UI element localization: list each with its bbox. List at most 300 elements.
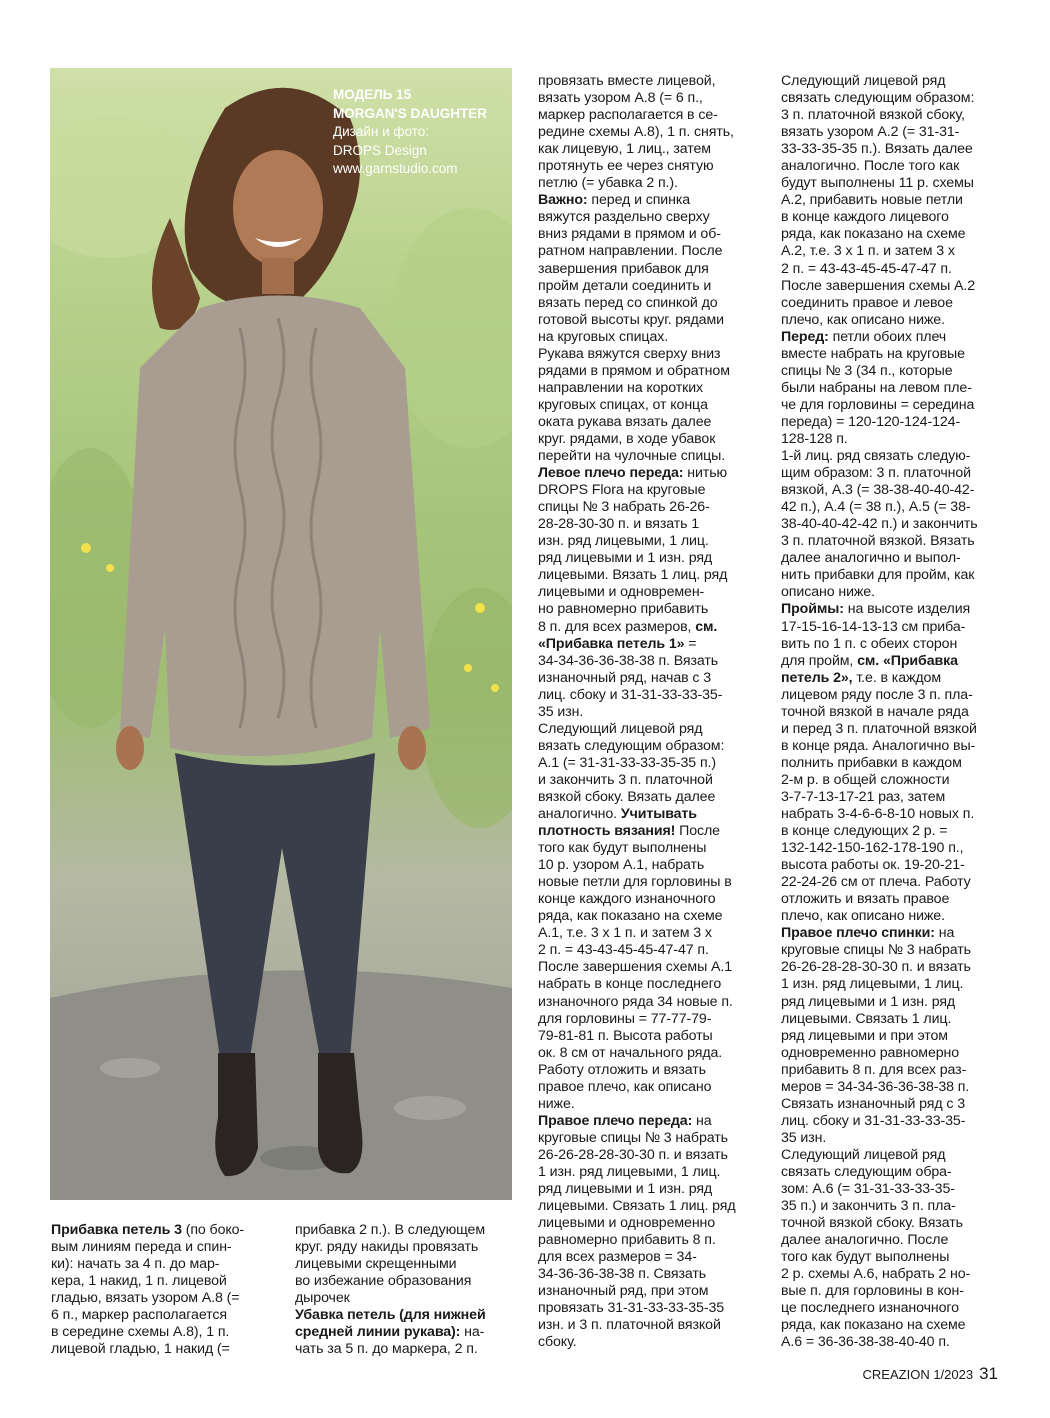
text-run: плечо, как описано ниже. [781,908,945,925]
text-run: аналогично. После того как [781,158,960,175]
text-run: ряда, как показано на схеме [781,226,966,243]
text-line [538,329,736,346]
text-line [781,175,978,192]
text-run: на высоте изделия [843,601,971,618]
text-line [781,397,978,414]
text-run: це последнего изнаночного [781,1300,959,1317]
text-run: 38-40-40-42-42 п.) и закончить [781,516,978,533]
text-line [538,601,736,618]
text-line [781,653,978,670]
text-line [295,1290,486,1307]
text-run: дырочек [295,1290,350,1307]
text-run: оката рукава вязать далее [538,413,712,430]
text-line [781,550,978,567]
text-run: прибавка 2 п.). В следующем [295,1222,485,1238]
text-run: провязать 31-31-33-33-35-35 [538,1300,725,1317]
text-line [538,124,736,141]
text-line [538,1147,736,1164]
text-run: вым линиям переда и спин- [51,1239,232,1256]
text-line [781,908,978,925]
text-run: ряд лицевыми и 1 изн. ряд [538,1181,713,1198]
text-run: 1 изн. ряд лицевыми, 1 лиц. [781,976,964,993]
website: www.garnstudio.com [333,161,458,176]
text-line [51,1239,244,1256]
text-run: гладью, вязать узором А.8 (= [51,1290,240,1307]
text-run: будут выполнены 11 р. схемы [781,175,974,192]
bold-text-run: Правое плечо переда: [538,1112,693,1129]
text-line [781,124,978,141]
text-line [538,261,736,278]
text-run: в середине схемы А.8), 1 п. [51,1324,230,1341]
text-line [538,567,736,584]
text-run: ниже. [538,1095,575,1112]
text-line [781,329,978,346]
text-run: на [692,1112,712,1129]
text-line [781,209,978,226]
text-line [538,959,736,976]
text-run: изнаночный ряд, при этом [538,1283,709,1300]
text-line [781,789,978,806]
credit-line: Дизайн и фото: [333,124,430,139]
text-run: во избежание образования [295,1273,472,1290]
text-line [781,1130,978,1147]
text-run: Рукава вяжутся сверху вниз [538,345,721,362]
text-line [538,636,736,653]
text-line [538,1181,736,1198]
text-run: перейти на чулочные спицы. [538,448,726,465]
text-run: протянуть ее через снятую [538,158,714,175]
text-run: = [684,635,697,652]
text-line [538,1232,736,1249]
text-run: (по боко- [181,1222,245,1238]
text-run: рядами в прямом и обратном [538,362,730,379]
text-line [781,670,978,687]
text-line [781,448,978,465]
text-run: 33-33-35-35 п.). Вязать далее [781,141,973,158]
text-line [538,1011,736,1028]
model-number: МОДЕЛЬ 15 [333,87,412,102]
text-line [538,806,736,823]
text-line [295,1324,486,1341]
text-line [781,346,978,363]
text-line [538,1130,736,1147]
text-line [538,465,736,482]
bold-text-run: Убавка петель (для нижней [295,1307,486,1324]
text-run: вязать перед со спинкой до [538,294,718,311]
text-line [538,755,736,772]
text-run: 35 изн. [538,703,584,720]
bold-text-run: Перед: [781,328,829,345]
text-line [51,1307,244,1324]
text-line [538,857,736,874]
magazine-issue: CREAZION 1/2023 [862,1367,974,1382]
text-run: маркер располагается в се- [538,107,718,124]
text-line [781,107,978,124]
text-line [781,1028,978,1045]
text-line [781,772,978,789]
text-line [538,840,736,857]
text-line [538,312,736,329]
text-run: для пройм, [781,652,858,669]
text-line [538,1096,736,1113]
text-line [781,1181,978,1198]
text-run: вить по 1 п. с обеих сторон [781,635,958,652]
text-line [538,1164,736,1181]
text-line [781,755,978,772]
text-line [538,619,736,636]
text-line [781,312,978,329]
text-line [51,1341,244,1358]
text-line [781,1011,978,1028]
text-line [538,721,736,738]
bold-text-run: Учитывать [620,806,697,823]
text-run: 1-й лиц. ряд связать следую- [781,448,971,465]
text-run: соединить правое и левое [781,294,953,311]
text-run: После завершения схемы А.1 [538,959,733,976]
text-line [538,1215,736,1232]
text-run: лицевой гладью, 1 накид (= [51,1341,230,1358]
text-run: А.1, т.е. 3 х 1 п. и затем 3 х [538,925,712,942]
text-run: связать следующим обра- [781,1164,952,1180]
text-run: пройм детали соединить и [538,277,712,294]
bold-text-run: см. [695,618,718,635]
text-line [51,1256,244,1273]
text-line [538,1198,736,1215]
text-line [781,1045,978,1062]
text-run: А.1 (= 31-31-33-33-35-35 п.) [538,754,716,771]
text-run: ряд лицевыми и при этом [781,1027,948,1044]
text-line [51,1324,244,1341]
text-run: и закончить 3 п. платочной [538,771,713,788]
text-run: изнаночный ряд, начав с 3 [538,669,712,686]
text-run: одновременно равномерно [781,1044,960,1061]
text-line [538,942,736,959]
text-run: лицевом ряду после 3 п. пла- [781,686,973,703]
text-run: спицы № 3 (34 п., которые [781,362,953,379]
text-line [781,840,978,857]
text-line [538,431,736,448]
text-run: вниз рядами в прямом и об- [538,226,721,243]
text-run: конце каждого изнаночного [538,891,716,908]
text-run: 3 п. платочной вязкой сбоку, [781,107,965,124]
text-run: далее аналогично и выпол- [781,550,961,567]
text-line [51,1290,244,1307]
text-run: А.2, прибавить новые петли [781,192,963,209]
text-line [781,1062,978,1079]
text-run: 22-24-26 см от плеча. Работу [781,874,971,891]
text-line [538,704,736,721]
bold-text-run: петель 2», [781,669,853,686]
text-run: меров = 34-34-36-36-38-38 п. [781,1078,970,1095]
text-line [781,261,978,278]
text-run: завершения прибавок для [538,260,709,277]
text-run: 8 п. для всех размеров, [538,618,696,635]
text-line [538,976,736,993]
text-line [781,619,978,636]
text-run: DROPS Flora на круговые [538,482,706,499]
text-line [781,687,978,704]
text-line [538,584,736,601]
text-run: вязать узором А.2 (= 31-31- [781,124,960,141]
text-line [538,670,736,687]
text-run: круговые спицы № 3 набрать [538,1129,728,1146]
text-line [538,516,736,533]
text-line [781,226,978,243]
text-run: 42 п.), А.4 (= 38 п.), А.5 (= 38- [781,499,971,516]
text-line [295,1307,486,1324]
bold-text-run: см. «Прибавка [857,652,958,669]
text-line [538,107,736,124]
text-line [538,278,736,295]
text-line [781,414,978,431]
model-photo [50,68,512,1200]
text-line [538,141,736,158]
text-run: 6 п., маркер располагается [51,1307,227,1324]
text-run: на круговых спицах. [538,328,669,345]
text-line [781,1300,978,1317]
text-line [538,1113,736,1130]
text-line [781,1232,978,1249]
text-run: А.6 = 36-36-38-38-40-40 п. [781,1334,950,1351]
text-line [538,653,736,670]
text-run: Следующий лицевой ряд [781,73,946,89]
text-line [781,601,978,618]
text-run: 35 п.) и закончить 3 п. пла- [781,1198,956,1215]
text-line [781,141,978,158]
text-line [781,278,978,295]
text-run: изн. ряд лицевыми, 1 лиц. [538,533,709,550]
text-line [538,772,736,789]
text-run: ряда, как показано на схеме [538,908,723,925]
text-run: как лицевую, 1 лиц., затем [538,141,711,158]
text-column-bottom-middle [295,1222,486,1358]
text-run: вместе набрать на круговые [781,345,965,362]
text-line [51,1222,244,1239]
text-line [781,942,978,959]
text-run: 26-26-28-28-30-30 п. и вязать [781,959,971,976]
text-run: но равномерно прибавить [538,601,709,618]
text-run: 132-142-150-162-178-190 п., [781,840,964,857]
text-line [781,482,978,499]
text-run: 3-7-7-13-17-21 раз, затем [781,788,946,805]
text-run: ряда, как показано на схеме [781,1317,966,1334]
text-run: вые п. для горловины в кон- [781,1283,964,1300]
text-line [538,891,736,908]
text-run: ратном направлении. После [538,243,723,260]
text-run: лицевыми. Вязать 1 лиц. ряд [538,567,728,584]
text-run: полнить прибавки в каждом [781,754,962,771]
page-footer [863,1364,998,1384]
bold-text-run: «Прибавка петель 1» [538,635,685,652]
text-run: отложить и вязать правое [781,891,950,908]
text-line [781,1164,978,1181]
text-run: в конце каждого лицевого [781,209,949,226]
text-line [781,1334,978,1351]
text-run: нить прибавки для пройм, как [781,567,975,584]
page-number: 31 [979,1364,998,1383]
text-line [781,73,978,90]
text-line [781,295,978,312]
text-line [538,1045,736,1062]
text-run: спицы № 3 набрать 26-26- [538,499,710,516]
bold-text-run: Левое плечо переда: [538,465,684,482]
text-line [781,1215,978,1232]
text-run: точной вязкой сбоку. Вязать [781,1215,963,1232]
text-run: далее аналогично. После [781,1232,949,1249]
text-line [781,959,978,976]
text-run: т.е. в каждом [852,669,941,686]
text-run: 1 изн. ряд лицевыми, 1 лиц. [538,1164,721,1180]
text-run: зом: А.6 (= 31-31-33-33-35- [781,1181,955,1198]
text-run: круговых спицах, от конца [538,396,708,413]
text-line [538,90,736,107]
text-run: того как будут выполнены [781,1249,950,1266]
text-line [538,1283,736,1300]
text-line [781,431,978,448]
text-run: в конце следующих 2 р. = [781,823,948,840]
text-line [781,806,978,823]
text-run: высота работы ок. 19-20-21- [781,857,965,874]
text-line [538,414,736,431]
text-run: перед и спинка [587,192,691,209]
text-line [781,1266,978,1283]
text-run: для горловины = 77-77-79- [538,1010,712,1027]
bold-text-run: Прибавка петель 3 [51,1222,182,1238]
text-line [538,499,736,516]
text-line [538,874,736,891]
bold-text-run: Проймы: [781,601,844,618]
text-line [781,243,978,260]
text-line [538,243,736,260]
text-run: петли обоих плеч [828,328,947,345]
text-line [295,1239,486,1256]
text-run: 34-34-36-36-38-38 п. Вязать [538,652,719,669]
text-line [538,209,736,226]
text-run: вязать следующим образом: [538,737,725,754]
text-run: лицевыми скрещенными [295,1256,457,1273]
text-run: Связать изнаночный ряд с 3 [781,1095,966,1112]
text-run: и перед 3 п. платочной вязкой [781,720,977,737]
text-line [295,1273,486,1290]
text-run: в конце ряда. Аналогично вы- [781,737,976,754]
text-run: готовой высоты круг. рядами [538,311,724,328]
text-run: на [934,925,955,942]
text-line [538,1266,736,1283]
text-line [781,516,978,533]
text-line [781,499,978,516]
text-line [781,363,978,380]
text-run: нитью [683,465,728,482]
text-run: провязать вместе лицевой, [538,73,716,89]
text-run: лицевыми и одновременно [538,1215,716,1232]
text-run: 2 п. = 43-43-45-45-47-47 п. [781,260,952,277]
text-line [538,192,736,209]
text-line [538,925,736,942]
text-run: 2 р. схемы А.6, набрать 2 но- [781,1266,971,1283]
text-line [538,550,736,567]
text-run: круг. ряду накиды провязать [295,1239,479,1256]
text-run: ряд лицевыми и 1 изн. ряд [538,550,713,567]
text-line [538,295,736,312]
text-run: набрать 3-4-6-6-8-10 новых п. [781,806,975,823]
text-run: 34-36-36-38-38 п. Связать [538,1266,707,1283]
text-run: аналогично. [538,806,621,823]
text-run: че для горловины = середина [781,396,975,413]
text-column-3 [538,73,736,1352]
text-run: 3 п. платочной вязкой. Вязать [781,533,975,550]
text-run: набрать в конце последнего [538,976,722,993]
text-run: ряд лицевыми и 1 изн. ряд [781,993,956,1010]
text-run: 2-м р. в общей сложности [781,771,950,788]
text-column-bottom-left [51,1222,244,1358]
text-run: изнаночного ряда 34 новые п. [538,993,733,1010]
text-run: щим образом: 3 п. платочной [781,465,972,482]
text-line [781,584,978,601]
text-line [781,874,978,891]
text-run: Следующий лицевой ряд [781,1146,946,1163]
text-line [538,380,736,397]
text-run: Следующий лицевой ряд [538,720,703,737]
bold-text-run: Важно: [538,192,588,209]
text-line [781,1249,978,1266]
model-caption [333,86,487,179]
text-line [781,1113,978,1130]
text-run: лиц. сбоку и 31-31-33-33-35- [781,1112,966,1129]
text-run: лицевыми и одновремен- [538,584,705,601]
text-line [538,1079,736,1096]
text-run: вязкой сбоку. Вязать далее [538,788,716,805]
text-line [51,1273,244,1290]
text-run: плечо, как описано ниже. [781,311,945,328]
text-line [538,789,736,806]
text-line [538,226,736,243]
text-line [538,1334,736,1351]
text-line [781,1079,978,1096]
text-run: вязкой, А.3 (= 38-38-40-40-42- [781,482,975,499]
text-line [781,1283,978,1300]
text-run: правое плечо, как описано [538,1078,712,1095]
text-run: ок. 8 см от начального ряда. [538,1044,723,1061]
text-run: связать следующим образом: [781,90,975,107]
text-line [538,994,736,1011]
text-line [781,704,978,721]
text-line [538,175,736,192]
text-line [781,158,978,175]
text-run: на- [460,1324,485,1341]
text-line [295,1222,486,1239]
text-run: После завершения схемы А.2 [781,277,976,294]
text-run: вязать узором А.8 (= 6 п., [538,90,703,107]
text-run: 79-81-81 п. Высота работы [538,1027,713,1044]
text-line [538,687,736,704]
bold-text-run: плотность вязания! [538,823,676,840]
text-run: круг. рядами, в ходе убавок [538,430,716,447]
text-line [781,465,978,482]
text-run: равномерно прибавить 8 п. [538,1232,716,1249]
text-line [538,1028,736,1045]
text-line [538,482,736,499]
text-line [538,1249,736,1266]
text-run: 28-28-30-30 п. и вязать 1 [538,516,700,533]
text-line [781,567,978,584]
text-run: редине схемы А.8), 1 п. снять, [538,124,734,141]
text-line [781,994,978,1011]
text-line [538,533,736,550]
text-run: ки): начать за 4 п. до мар- [51,1256,220,1273]
text-line [781,380,978,397]
text-run: изн. и 3 п. платочной вязкой [538,1317,721,1334]
designer: DROPS Design [333,142,427,158]
